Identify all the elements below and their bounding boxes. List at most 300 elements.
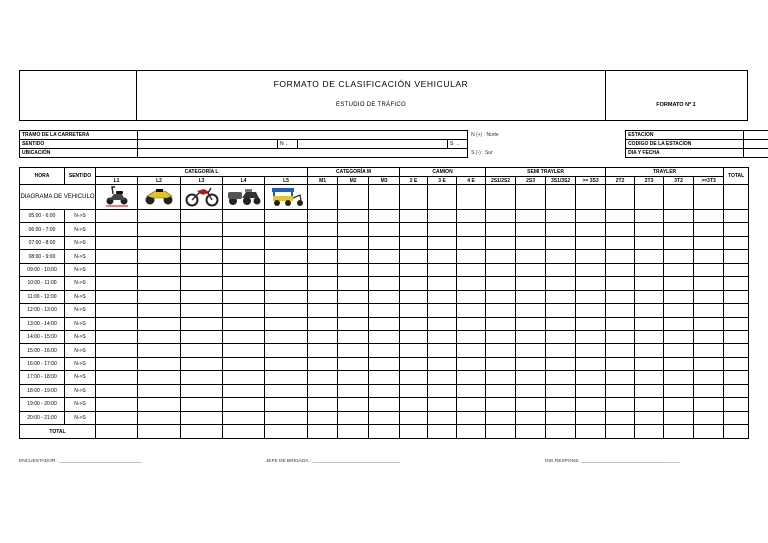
sentido-field-a[interactable]	[138, 140, 278, 149]
count-cell[interactable]	[694, 250, 724, 263]
count-cell[interactable]	[308, 330, 338, 343]
count-cell[interactable]	[576, 263, 606, 276]
count-cell[interactable]	[516, 411, 546, 424]
count-cell[interactable]	[265, 398, 308, 411]
count-cell[interactable]	[457, 236, 486, 249]
count-cell[interactable]	[664, 411, 694, 424]
count-cell[interactable]	[96, 357, 138, 370]
count-cell[interactable]	[223, 236, 265, 249]
count-cell[interactable]	[664, 290, 694, 303]
count-cell[interactable]	[369, 384, 400, 397]
total-cell[interactable]	[606, 425, 635, 439]
count-cell[interactable]	[265, 344, 308, 357]
count-cell[interactable]	[181, 411, 223, 424]
count-cell[interactable]	[400, 236, 428, 249]
count-cell[interactable]	[457, 290, 486, 303]
total-cell[interactable]	[96, 425, 138, 439]
count-cell[interactable]	[546, 290, 576, 303]
count-cell[interactable]	[635, 250, 664, 263]
count-cell[interactable]	[546, 277, 576, 290]
count-cell[interactable]	[546, 263, 576, 276]
count-cell[interactable]	[486, 210, 516, 223]
count-cell[interactable]	[664, 357, 694, 370]
count-cell[interactable]	[724, 411, 749, 424]
count-cell[interactable]	[138, 317, 181, 330]
count-cell[interactable]	[606, 330, 635, 343]
count-cell[interactable]	[606, 236, 635, 249]
count-cell[interactable]	[308, 317, 338, 330]
count-cell[interactable]	[369, 210, 400, 223]
count-cell[interactable]	[516, 250, 546, 263]
count-cell[interactable]	[724, 304, 749, 317]
count-cell[interactable]	[400, 371, 428, 384]
count-cell[interactable]	[664, 317, 694, 330]
count-cell[interactable]	[428, 398, 457, 411]
count-cell[interactable]	[428, 290, 457, 303]
count-cell[interactable]	[546, 223, 576, 236]
count-cell[interactable]	[457, 344, 486, 357]
count-cell[interactable]	[308, 290, 338, 303]
count-cell[interactable]	[486, 236, 516, 249]
count-cell[interactable]	[181, 330, 223, 343]
count-cell[interactable]	[369, 317, 400, 330]
count-cell[interactable]	[265, 277, 308, 290]
count-cell[interactable]	[516, 290, 546, 303]
count-cell[interactable]	[138, 357, 181, 370]
count-cell[interactable]	[338, 250, 369, 263]
count-cell[interactable]	[664, 263, 694, 276]
count-cell[interactable]	[576, 411, 606, 424]
count-cell[interactable]	[606, 357, 635, 370]
count-cell[interactable]	[516, 357, 546, 370]
count-cell[interactable]	[457, 384, 486, 397]
count-cell[interactable]	[369, 398, 400, 411]
total-cell[interactable]	[516, 425, 546, 439]
count-cell[interactable]	[181, 344, 223, 357]
count-cell[interactable]	[694, 263, 724, 276]
count-cell[interactable]	[606, 277, 635, 290]
count-cell[interactable]	[664, 236, 694, 249]
count-cell[interactable]	[606, 263, 635, 276]
count-cell[interactable]	[664, 371, 694, 384]
count-cell[interactable]	[223, 371, 265, 384]
count-cell[interactable]	[546, 304, 576, 317]
total-cell[interactable]	[428, 425, 457, 439]
count-cell[interactable]	[486, 330, 516, 343]
count-cell[interactable]	[457, 411, 486, 424]
count-cell[interactable]	[338, 357, 369, 370]
count-cell[interactable]	[664, 304, 694, 317]
count-cell[interactable]	[265, 290, 308, 303]
total-cell[interactable]	[457, 425, 486, 439]
count-cell[interactable]	[694, 371, 724, 384]
count-cell[interactable]	[724, 223, 749, 236]
count-cell[interactable]	[428, 250, 457, 263]
count-cell[interactable]	[635, 384, 664, 397]
count-cell[interactable]	[635, 317, 664, 330]
count-cell[interactable]	[338, 263, 369, 276]
count-cell[interactable]	[96, 371, 138, 384]
count-cell[interactable]	[138, 398, 181, 411]
count-cell[interactable]	[96, 384, 138, 397]
count-cell[interactable]	[694, 384, 724, 397]
count-cell[interactable]	[138, 304, 181, 317]
count-cell[interactable]	[265, 317, 308, 330]
count-cell[interactable]	[181, 384, 223, 397]
count-cell[interactable]	[546, 384, 576, 397]
count-cell[interactable]	[635, 210, 664, 223]
count-cell[interactable]	[400, 210, 428, 223]
count-cell[interactable]	[138, 263, 181, 276]
count-cell[interactable]	[181, 317, 223, 330]
count-cell[interactable]	[546, 236, 576, 249]
count-cell[interactable]	[400, 344, 428, 357]
count-cell[interactable]	[486, 398, 516, 411]
count-cell[interactable]	[724, 290, 749, 303]
count-cell[interactable]	[400, 330, 428, 343]
count-cell[interactable]	[664, 384, 694, 397]
count-cell[interactable]	[546, 344, 576, 357]
count-cell[interactable]	[635, 357, 664, 370]
count-cell[interactable]	[635, 330, 664, 343]
tramo-field[interactable]	[138, 131, 468, 140]
count-cell[interactable]	[694, 411, 724, 424]
count-cell[interactable]	[181, 277, 223, 290]
count-cell[interactable]	[338, 344, 369, 357]
count-cell[interactable]	[181, 398, 223, 411]
count-cell[interactable]	[308, 304, 338, 317]
count-cell[interactable]	[369, 250, 400, 263]
count-cell[interactable]	[606, 317, 635, 330]
count-cell[interactable]	[428, 236, 457, 249]
count-cell[interactable]	[606, 210, 635, 223]
total-cell[interactable]	[576, 425, 606, 439]
count-cell[interactable]	[664, 210, 694, 223]
count-cell[interactable]	[96, 236, 138, 249]
estacion-field[interactable]	[744, 131, 768, 140]
count-cell[interactable]	[265, 223, 308, 236]
count-cell[interactable]	[635, 398, 664, 411]
count-cell[interactable]	[223, 317, 265, 330]
count-cell[interactable]	[400, 357, 428, 370]
count-cell[interactable]	[265, 263, 308, 276]
count-cell[interactable]	[96, 317, 138, 330]
count-cell[interactable]	[576, 277, 606, 290]
count-cell[interactable]	[457, 223, 486, 236]
count-cell[interactable]	[400, 263, 428, 276]
count-cell[interactable]	[486, 371, 516, 384]
count-cell[interactable]	[138, 250, 181, 263]
count-cell[interactable]	[369, 371, 400, 384]
count-cell[interactable]	[664, 223, 694, 236]
count-cell[interactable]	[486, 250, 516, 263]
count-cell[interactable]	[369, 330, 400, 343]
count-cell[interactable]	[486, 344, 516, 357]
count-cell[interactable]	[265, 304, 308, 317]
count-cell[interactable]	[724, 210, 749, 223]
count-cell[interactable]	[338, 411, 369, 424]
count-cell[interactable]	[724, 250, 749, 263]
count-cell[interactable]	[181, 223, 223, 236]
count-cell[interactable]	[457, 210, 486, 223]
count-cell[interactable]	[428, 317, 457, 330]
count-cell[interactable]	[138, 344, 181, 357]
count-cell[interactable]	[223, 384, 265, 397]
count-cell[interactable]	[664, 344, 694, 357]
count-cell[interactable]	[724, 263, 749, 276]
count-cell[interactable]	[400, 317, 428, 330]
count-cell[interactable]	[457, 371, 486, 384]
count-cell[interactable]	[400, 304, 428, 317]
count-cell[interactable]	[308, 398, 338, 411]
count-cell[interactable]	[181, 357, 223, 370]
count-cell[interactable]	[724, 357, 749, 370]
count-cell[interactable]	[694, 236, 724, 249]
count-cell[interactable]	[223, 263, 265, 276]
count-cell[interactable]	[308, 411, 338, 424]
count-cell[interactable]	[516, 236, 546, 249]
count-cell[interactable]	[338, 290, 369, 303]
count-cell[interactable]	[694, 210, 724, 223]
count-cell[interactable]	[400, 411, 428, 424]
total-cell[interactable]	[546, 425, 576, 439]
count-cell[interactable]	[516, 317, 546, 330]
count-cell[interactable]	[606, 411, 635, 424]
dia-field[interactable]	[744, 149, 768, 158]
count-cell[interactable]	[265, 371, 308, 384]
count-cell[interactable]	[369, 357, 400, 370]
count-cell[interactable]	[369, 277, 400, 290]
count-cell[interactable]	[308, 223, 338, 236]
count-cell[interactable]	[694, 357, 724, 370]
count-cell[interactable]	[606, 371, 635, 384]
count-cell[interactable]	[181, 304, 223, 317]
count-cell[interactable]	[369, 411, 400, 424]
count-cell[interactable]	[546, 210, 576, 223]
count-cell[interactable]	[635, 263, 664, 276]
count-cell[interactable]	[138, 384, 181, 397]
count-cell[interactable]	[516, 263, 546, 276]
count-cell[interactable]	[138, 330, 181, 343]
count-cell[interactable]	[223, 330, 265, 343]
count-cell[interactable]	[428, 263, 457, 276]
count-cell[interactable]	[138, 411, 181, 424]
count-cell[interactable]	[223, 357, 265, 370]
count-cell[interactable]	[265, 330, 308, 343]
count-cell[interactable]	[606, 344, 635, 357]
count-cell[interactable]	[606, 384, 635, 397]
count-cell[interactable]	[516, 371, 546, 384]
count-cell[interactable]	[369, 304, 400, 317]
total-cell[interactable]	[635, 425, 664, 439]
count-cell[interactable]	[606, 398, 635, 411]
count-cell[interactable]	[181, 371, 223, 384]
count-cell[interactable]	[308, 210, 338, 223]
count-cell[interactable]	[308, 384, 338, 397]
count-cell[interactable]	[576, 210, 606, 223]
count-cell[interactable]	[265, 250, 308, 263]
count-cell[interactable]	[606, 223, 635, 236]
count-cell[interactable]	[576, 384, 606, 397]
ing-responsable-signature[interactable]: ING.RESPONS: _____________________________________	[545, 459, 680, 464]
count-cell[interactable]	[96, 344, 138, 357]
count-cell[interactable]	[96, 210, 138, 223]
count-cell[interactable]	[428, 210, 457, 223]
count-cell[interactable]	[369, 290, 400, 303]
count-cell[interactable]	[457, 263, 486, 276]
count-cell[interactable]	[576, 223, 606, 236]
count-cell[interactable]	[516, 398, 546, 411]
count-cell[interactable]	[369, 263, 400, 276]
count-cell[interactable]	[576, 357, 606, 370]
count-cell[interactable]	[96, 290, 138, 303]
count-cell[interactable]	[694, 304, 724, 317]
count-cell[interactable]	[338, 317, 369, 330]
count-cell[interactable]	[457, 304, 486, 317]
count-cell[interactable]	[181, 250, 223, 263]
total-cell[interactable]	[265, 425, 308, 439]
count-cell[interactable]	[223, 277, 265, 290]
count-cell[interactable]	[308, 263, 338, 276]
count-cell[interactable]	[96, 330, 138, 343]
count-cell[interactable]	[223, 344, 265, 357]
count-cell[interactable]	[635, 344, 664, 357]
total-cell[interactable]	[369, 425, 400, 439]
count-cell[interactable]	[486, 357, 516, 370]
count-cell[interactable]	[576, 304, 606, 317]
count-cell[interactable]	[369, 344, 400, 357]
encuestador-signature[interactable]: ENCUESTADOR : _______________________________	[19, 459, 143, 464]
count-cell[interactable]	[181, 263, 223, 276]
count-cell[interactable]	[546, 398, 576, 411]
count-cell[interactable]	[223, 290, 265, 303]
count-cell[interactable]	[138, 371, 181, 384]
count-cell[interactable]	[400, 250, 428, 263]
count-cell[interactable]	[181, 210, 223, 223]
count-cell[interactable]	[400, 290, 428, 303]
total-cell[interactable]	[664, 425, 694, 439]
count-cell[interactable]	[635, 277, 664, 290]
count-cell[interactable]	[635, 411, 664, 424]
count-cell[interactable]	[96, 277, 138, 290]
count-cell[interactable]	[694, 317, 724, 330]
count-cell[interactable]	[138, 236, 181, 249]
count-cell[interactable]	[724, 277, 749, 290]
count-cell[interactable]	[694, 398, 724, 411]
count-cell[interactable]	[428, 411, 457, 424]
count-cell[interactable]	[223, 223, 265, 236]
count-cell[interactable]	[138, 290, 181, 303]
count-cell[interactable]	[338, 398, 369, 411]
count-cell[interactable]	[457, 357, 486, 370]
count-cell[interactable]	[546, 411, 576, 424]
count-cell[interactable]	[138, 277, 181, 290]
count-cell[interactable]	[635, 290, 664, 303]
count-cell[interactable]	[546, 357, 576, 370]
count-cell[interactable]	[223, 411, 265, 424]
count-cell[interactable]	[96, 411, 138, 424]
count-cell[interactable]	[516, 304, 546, 317]
count-cell[interactable]	[428, 304, 457, 317]
count-cell[interactable]	[265, 384, 308, 397]
count-cell[interactable]	[546, 250, 576, 263]
sentido-field-b[interactable]	[298, 140, 448, 149]
count-cell[interactable]	[576, 250, 606, 263]
count-cell[interactable]	[223, 398, 265, 411]
count-cell[interactable]	[223, 250, 265, 263]
count-cell[interactable]	[265, 411, 308, 424]
count-cell[interactable]	[138, 210, 181, 223]
count-cell[interactable]	[308, 250, 338, 263]
count-cell[interactable]	[486, 277, 516, 290]
count-cell[interactable]	[486, 317, 516, 330]
count-cell[interactable]	[96, 263, 138, 276]
count-cell[interactable]	[546, 371, 576, 384]
jefe-brigada-signature[interactable]: JEFE DE BRIGADA : _________________________________	[266, 459, 401, 464]
count-cell[interactable]	[428, 357, 457, 370]
total-cell[interactable]	[724, 425, 749, 439]
count-cell[interactable]	[486, 304, 516, 317]
count-cell[interactable]	[338, 371, 369, 384]
count-cell[interactable]	[635, 304, 664, 317]
count-cell[interactable]	[308, 371, 338, 384]
count-cell[interactable]	[457, 250, 486, 263]
total-cell[interactable]	[400, 425, 428, 439]
count-cell[interactable]	[308, 236, 338, 249]
count-cell[interactable]	[664, 398, 694, 411]
total-cell[interactable]	[223, 425, 265, 439]
count-cell[interactable]	[576, 344, 606, 357]
count-cell[interactable]	[428, 330, 457, 343]
count-cell[interactable]	[576, 290, 606, 303]
count-cell[interactable]	[664, 330, 694, 343]
count-cell[interactable]	[486, 223, 516, 236]
count-cell[interactable]	[724, 317, 749, 330]
count-cell[interactable]	[576, 317, 606, 330]
count-cell[interactable]	[308, 277, 338, 290]
count-cell[interactable]	[457, 330, 486, 343]
count-cell[interactable]	[308, 344, 338, 357]
count-cell[interactable]	[400, 277, 428, 290]
count-cell[interactable]	[724, 330, 749, 343]
codigo-field[interactable]	[744, 140, 768, 149]
count-cell[interactable]	[181, 290, 223, 303]
count-cell[interactable]	[516, 344, 546, 357]
count-cell[interactable]	[606, 290, 635, 303]
count-cell[interactable]	[576, 236, 606, 249]
count-cell[interactable]	[516, 210, 546, 223]
count-cell[interactable]	[516, 277, 546, 290]
count-cell[interactable]	[181, 236, 223, 249]
count-cell[interactable]	[546, 330, 576, 343]
count-cell[interactable]	[606, 304, 635, 317]
count-cell[interactable]	[338, 236, 369, 249]
count-cell[interactable]	[724, 344, 749, 357]
count-cell[interactable]	[724, 384, 749, 397]
count-cell[interactable]	[369, 223, 400, 236]
count-cell[interactable]	[694, 344, 724, 357]
count-cell[interactable]	[457, 277, 486, 290]
count-cell[interactable]	[694, 290, 724, 303]
total-cell[interactable]	[486, 425, 516, 439]
count-cell[interactable]	[369, 236, 400, 249]
total-cell[interactable]	[308, 425, 338, 439]
count-cell[interactable]	[96, 223, 138, 236]
count-cell[interactable]	[265, 210, 308, 223]
count-cell[interactable]	[96, 304, 138, 317]
count-cell[interactable]	[338, 384, 369, 397]
count-cell[interactable]	[694, 277, 724, 290]
